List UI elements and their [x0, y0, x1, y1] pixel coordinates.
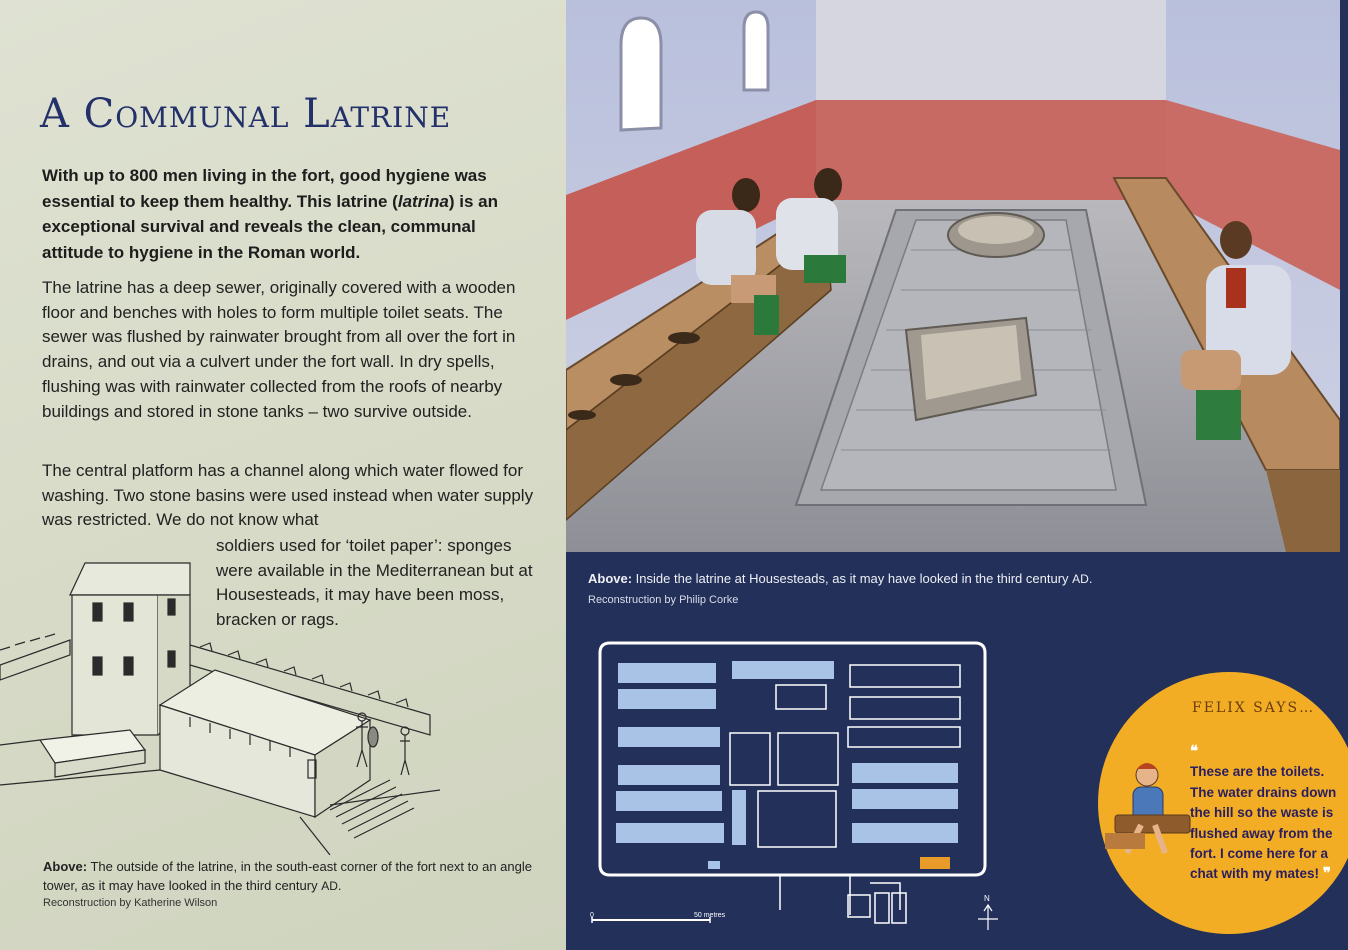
toilet-paper-paragraph: soldiers used for ‘toilet paper’: sponges were available in the Mediterranean but at Housesteads, it may have been moss, bracken or rags.	[216, 536, 533, 630]
exterior-reconstruction-sketch	[0, 555, 440, 855]
exterior-caption	[43, 857, 543, 896]
scale-end-label: 50 metres	[694, 912, 726, 919]
fort-plan-map	[580, 625, 1010, 945]
intro-before: With up to 800 men living in the fort, good hygiene was essential to keep them healthy. This latrine (	[42, 166, 487, 211]
north-arrow-icon	[978, 905, 998, 930]
exterior-caption-end: .	[337, 878, 342, 893]
exterior-caption-era: AD	[321, 879, 338, 893]
felix-title: FELIX SAYS…	[1192, 700, 1316, 716]
close-quote-icon: ❞	[1322, 865, 1329, 883]
interior-caption-era: AD	[1072, 572, 1089, 586]
intro-paragraph	[42, 163, 532, 265]
felix-speech	[1190, 742, 1340, 885]
sewer-paragraph: The latrine has a deep sewer, originally covered with a wooden floor and benches with holes to form multiple toilet seats. The sewer was flushed by rainwater brought from all over the fort in drains, and out via a culvert under the fort wall. In dry spells, flushing was with rainwater collected from the roofs of nearby buildings and stored in stone tanks – two survive outside.	[42, 278, 516, 421]
interior-credit: Reconstruction by Philip Corke	[588, 594, 739, 606]
intro-after: ) is an exceptional survival and reveals the clean, communal attitude to hygiene in the Roman world.	[42, 191, 498, 262]
page-title: A Communal Latrine	[40, 91, 452, 137]
felix-speech-text: These are the toilets. The water drains down the hill so the waste is flushed away from the fort. I come here for a chat with my mates!	[1190, 764, 1337, 882]
exterior-caption-label: Above:	[43, 859, 88, 874]
scale-start-label: 0	[590, 912, 594, 919]
interior-caption-text: Inside the latrine at Housesteads, as it may have looked in the third century	[632, 571, 1073, 586]
platform-paragraph: The central platform has a channel along which water flowed for washing. Two stone basins were used instead when water supply was restricted. We do not know what	[42, 461, 534, 530]
interior-caption-end: .	[1088, 571, 1093, 586]
open-quote-icon: ❝	[1190, 743, 1197, 760]
north-label: N	[984, 894, 990, 903]
interior-caption-label: Above:	[588, 571, 633, 586]
exterior-caption-text: The outside of the latrine, in the south-east corner of the fort next to an angle tower, as it may have looked in the third century	[43, 859, 532, 893]
exterior-credit: Reconstruction by Katherine Wilson	[43, 897, 218, 909]
interior-caption	[588, 571, 1328, 586]
interior-reconstruction-illustration	[566, 0, 1340, 552]
felix-character-illustration	[1105, 755, 1195, 865]
intro-latin-term: latrina	[397, 191, 449, 211]
